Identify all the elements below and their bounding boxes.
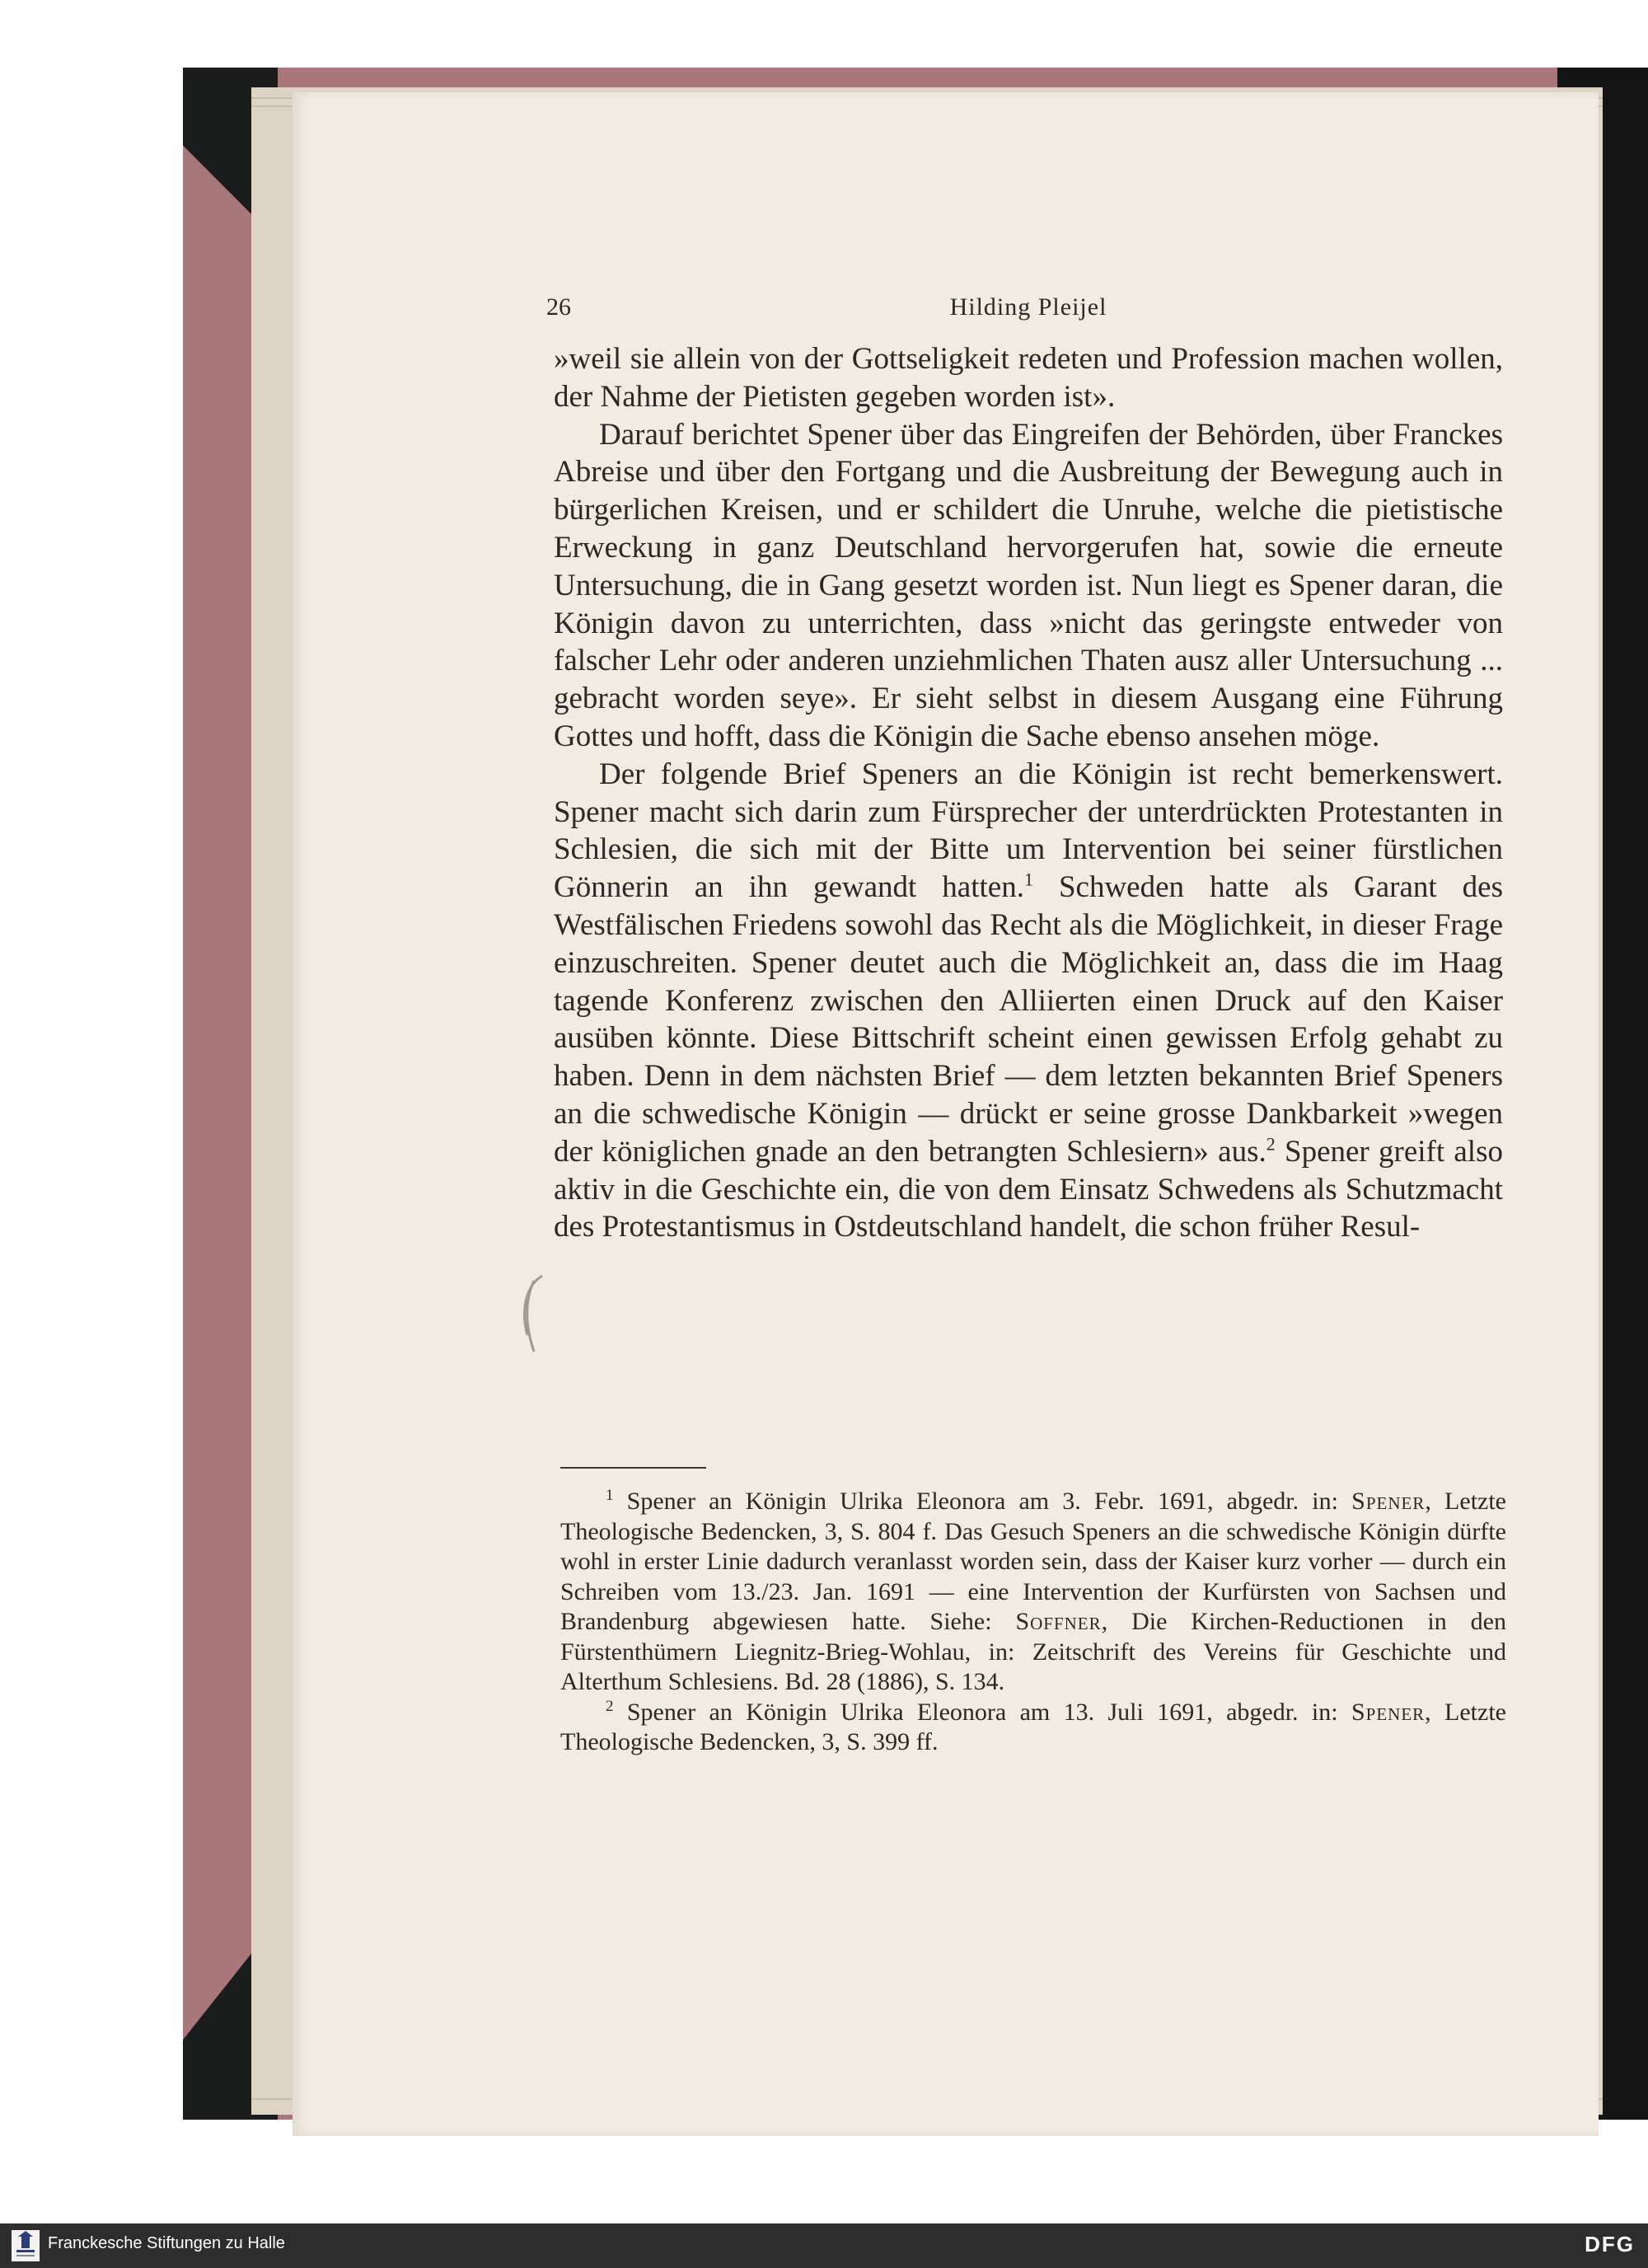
paragraph-3-part-c: Spener greift also aktiv in die Geschichte ein, die von dem Einsatz Schwedens als Schutzmacht des Protestantismus in Ostdeutschland handelt, die schon früher Resul-	[554, 1134, 1503, 1244]
footnote-1: $^1$ Spener an Königin Ulrika Eleonora am 3. Febr. 1691, abgedr. in: Spener, Letzte Theologische Bedencken, 3, S. 804 f. Das Gesuch Speners an die schwedische Königin dürfte wohl in erster Linie dadurch veranlasst worden sein, dass der Kaiser kurz vorher — durch ein Schreiben vom 13./23. Jan. 1691 — eine Intervention der Kurfürsten von Sachsen und Brandenburg abgewiesen hatte. Siehe: Soffner, Die Kirchen-Reductionen in den Fürstenthümern Liegnitz-Brieg-Wohlau, in: Zeitschrift des Vereins für Geschichte und Alterthum Schlesiens. Bd. 28 (1886), S. 134.	[560, 1487, 1506, 1695]
dfg-logo: DFG	[1585, 2232, 1635, 2256]
footnote-2-mark: 2	[606, 1697, 614, 1715]
viewer-footer	[0, 2223, 1648, 2268]
paragraph-3-part-a: Der folgende Brief Speners an die Königin ist recht bemerkenswert. Spener macht sich darin zum Fürsprecher der unterdrückten Protestanten in Schlesien, die sich mit der Bitte um Intervention bei seiner fürstlichen Gönnerin an ihn gewandt hatten.	[554, 757, 1503, 905]
author-name: Spener	[1351, 1488, 1426, 1515]
running-head-author: Hilding Pleijel	[949, 293, 1107, 321]
footnotes	[560, 1487, 1506, 1758]
author-name: Soffner	[1015, 1608, 1102, 1635]
paragraph-2: Darauf berichtet Spener über das Eingreifen der Behörden, über Franckes Abreise und über den Fortgang und die Ausbreitung der Bewegung auch in bürgerlichen Kreisen, und er schildert die Unruhe, welche die pietistische Erweckung in ganz Deutschland hervorgerufen hat, sowie die erneute Untersuchung, die in Gang gesetzt worden ist. Nun liegt es Spener daran, die Königin davon zu unterrichten, dass »nicht das geringste entweder von falscher Lehr oder anderen unziehmlichen Thaten ausz aller Untersuchung ... gebracht worden seye». Er sieht selbst in diesem Ausgang eine Führung Gottes und hofft, dass die Königin die Sache ebenso ansehen möge.	[554, 417, 1503, 753]
running-head	[546, 293, 1510, 326]
paragraph-3	[554, 756, 1503, 1246]
footnote-2: $^2$ Spener an Königin Ulrika Eleonora am 13. Juli 1691, abgedr. in: Spener, Letzte Theologische Bedencken, 3, S. 399 ff.	[560, 1697, 1506, 1755]
paragraph-3-part-b: Schweden hatte als Garant des Westfälischen Friedens sowohl das Recht als die Möglichkeit, in dieser Frage einzuschreiten. Spener deutet auch die Möglichkeit an, dass die im Haag tagende Konferenz zwischen den Alliierten einen Druck auf den Kaiser ausüben könnte. Diese Bittschrift scheint einen gewissen Erfolg gehabt zu haben. Denn in dem nächsten Brief — dem letzten bekannten Brief Speners an die schwedische Königin — drückt er seine grosse Dankbarkeit »wegen der königlichen gnade an den betrangten Schlesiern» aus.	[554, 870, 1504, 1169]
institution-logo-icon	[12, 2230, 40, 2261]
page-number: 26	[546, 293, 571, 321]
pencil-mark	[509, 1269, 559, 1360]
main-text	[554, 340, 1503, 1246]
footnote-1-mark: 1	[606, 1487, 614, 1504]
footnote-ref-1: 1	[1023, 869, 1033, 890]
author-name: Spener	[1351, 1698, 1426, 1726]
footnote-ref-2: 2	[1266, 1133, 1276, 1155]
paragraph-1: »weil sie allein von der Gottseligkeit redeten und Profession machen wollen, der Nahme der Pietisten gegeben worden ist».	[554, 342, 1503, 414]
footnote-rule	[560, 1467, 706, 1469]
institution-name: Franckesche Stiftungen zu Halle	[48, 2234, 285, 2252]
